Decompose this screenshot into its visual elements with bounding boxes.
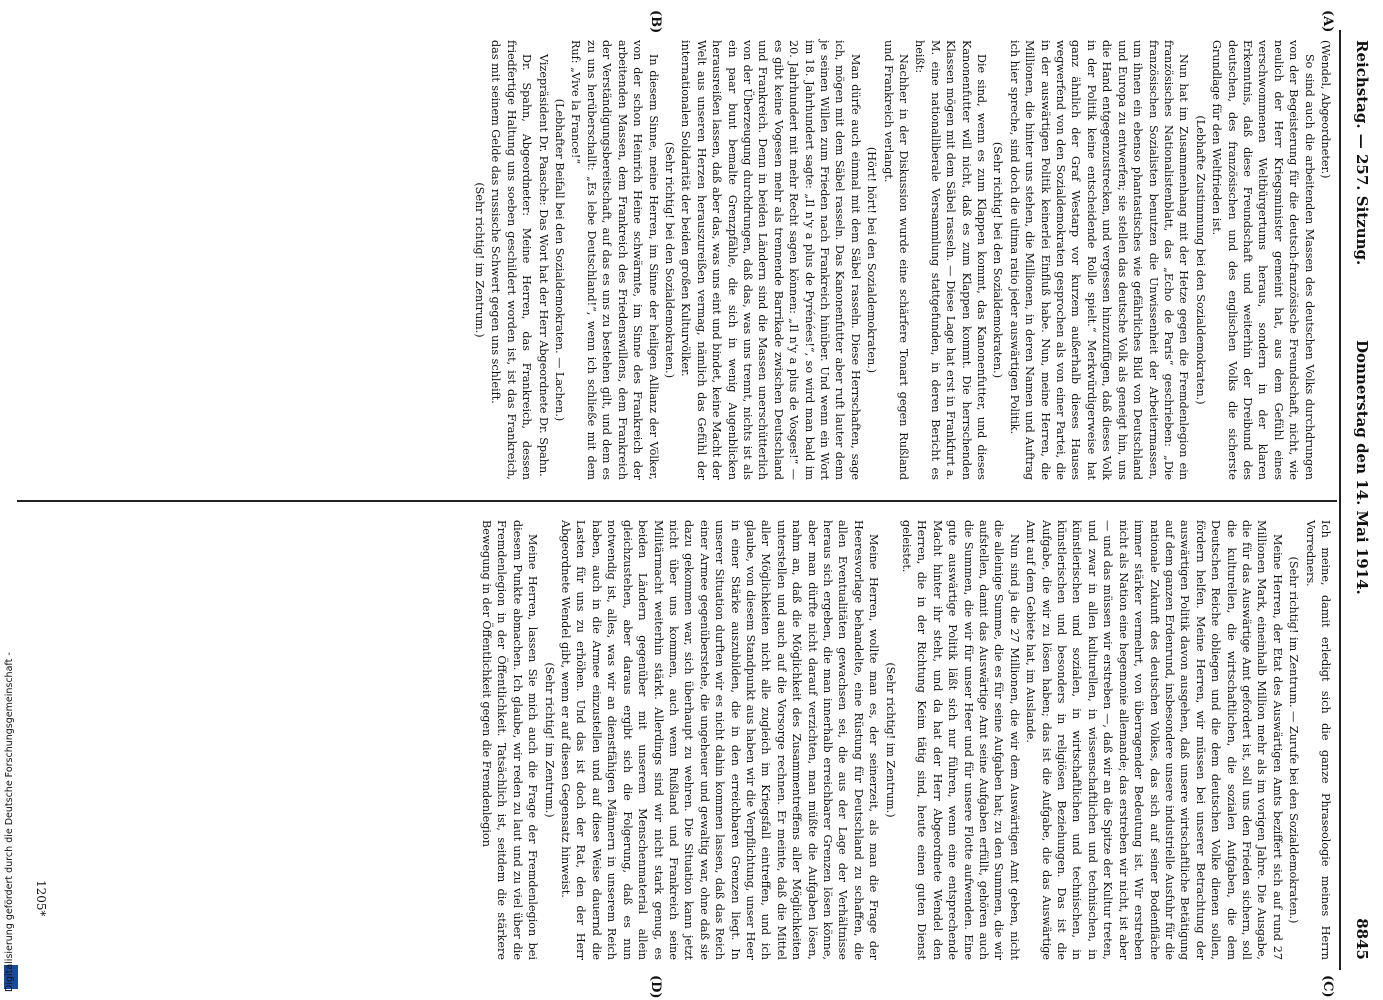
header-page-number: 8845 (1353, 918, 1371, 960)
paragraph: Meine Herren, der Etat des Auswärtigen Amts beziffert sich auf rund 27 Millionen Mark, eineinhalb Million mehr als im vorigen Jahre. Die Ausgabe, die für das Auswärtige Amt gefordert ist, soll uns den Frieden sichern, soll die kulturellen, die wirtschaftlichen, die sozialen Aufgaben, die dem Deutschen Reiche obliegen und die dem deutschen Volke dienen sollen, fördern helfen. Meine Herren, wir müssen bei unserer Betrachtung der auswärtigen Politik davon ausgehen, daß unsere wirtschaftliche Betätigung auf dem ganzen Erdenrund, insbesondere unsere industrielle Ausfuhr für die nationale Zukunft des deutschen Volkes, das sich auf seiner Bodenfläche immer stärker vermehrt, von überragender Bedeutung ist. Wir erstreben nicht als Nation eine hegemonie allemande; das erstreben wir nicht, ist aber — und das müssen wir erstreben —, daß wir an die Spitze der Kultur treten, und zwar in allen kulturellen, in wissenschaftlichen und technischen, in künstlerischen und sozialen, in wirtschaftlichen und technischen, in künstlerischen und besonders in religiösen Beziehungen. Das ist die Aufgabe, die wir zu lösen haben; das ist die Aufgabe, die das Auswärtige Amt auf dem Gebiete hat, im Auslande. (1024, 520, 1284, 960)
paragraph: In diesem Sinne, meine Herren, im Sinne der heiligen Allianz der Völker, von der schon Heinrich Heine schwärmte, im Sinne des Frankreich der arbeitenden Massen, dem Frankreich des Friedenswillens, dem Frankreich der Verständigungsbereitschaft, auf das es uns zu bestehen gilt, und dem es zu uns herüberschallt: „Es lebe Deutschland!“, wenn ich schließe mit dem Ruf: „Vive la France!“ (569, 40, 660, 480)
left-column (471, 40, 1333, 480)
paragraph: (Hört! hört! bei den Sozialdemokraten.) (865, 146, 879, 374)
paragraph: (Wendel, Abgeordneter.) (1319, 40, 1332, 179)
header-date: Donnerstag den 14. Mai 1914. (1353, 340, 1371, 595)
column-divider (17, 500, 1337, 502)
header-session: Reichstag. — 257. Sitzung. (1353, 40, 1371, 266)
paragraph: (Sehr richtig! im Zentrum. — Zurufe bei den Sozialdemokraten.) (1287, 556, 1301, 924)
paragraph: (Lebhafter Beifall bei den Sozialdemokraten. — Lachen.) (553, 98, 567, 422)
paragraph: (Sehr richtig! im Zentrum.) (542, 662, 556, 818)
marker-d: (D) (648, 975, 663, 999)
paragraph: Nun sind ja die 27 Millionen, die wir dem Auswärtigen Amt geben, nicht die alleinige Summe, die es für seine Aufgaben hat; zu den Summen, die wir aufstellen, damit das Auswärtige Amt seine Aufgaben erfüllt, gehören auch die Summen, die wir für unser Heer und für unsere Flotte aufwenden. Eine gute auswärtige Politik läßt sich nur führen, wenn eine entsprechende Macht hinter ihr steht, und da hat der Herr Abgeordnete Wendel den Herren, die in der Richtung Keim tätig sind, heute einen guten Dienst geleistet. (900, 520, 1021, 960)
paragraph: Nachher in der Diskussion wurde eine schärfere Tonart gegen Rußland und Frankreich verlangt. (881, 40, 911, 480)
paragraph: Meine Herren, lassen Sie mich auch die Frage der Fremdenlegion bei diesem Punkte abmachen. Ich glaube, wir reden zu laut und zu viel über die Fremdenlegion in der Öffentlichkeit. Tatsächlich ist, seitdem die stärkere Bewegung in der Öffentlichkeit gegen die Fremdenlegion (480, 520, 540, 960)
paragraph: Nun hat im Zusammenhang mit der Hetze gegen die Fremdenlegion ein französisches Nationalistenblatt, das „Echo de Paris“ geschrieben: „Die französischen Sozialisten benutzen die Unwissenheit der Arbeitermassen, um ihnen ein ebenso phantastisches wie gefährliches Bild von Deutschland und Europa zu entwerfen; sie stellen das deutsche Volk als geneigt hin, uns die Hand entgegenzustrecken, und vergessen hinzuzufügen, daß dieses Volk in der Politik keine entscheidende Rolle spielt.“ Merkwürdigerweise hat ganz ähnlich der Graf Westarp vor kurzem außerhalb dieses Hauses wegwerfend von den Sozialdemokraten gesprochen als von einer Partei, die in der auswärtigen Politik keinerlei Einfluß habe. Nun, meine Herren, die Millionen, die hinter uns stehen, die Millionen, in deren Namen und Auftrag ich hier spreche, sind doch die ultima ratio jeder auswärtigen Politik. (1007, 40, 1191, 480)
marker-b: (B) (648, 10, 663, 34)
paragraph: So sind auch die arbeitenden Massen des deutschen Volks durchdrungen von der Begeisterung für die deutsch-französische Freundschaft, nicht, wie neulich der Herr Kriegsminister gemeint hat, aus dem Gefühl eines verschwommenen Weltbürgertums heraus, sondern in der klaren Erkenntnis, daß diese Freundschaft und weiterhin der Dreibund des deutschen, des französischen und des englischen Volks die sicherste Grundlage für den Weltfrieden ist. (1210, 40, 1316, 480)
paragraph: (Sehr richtig! bei den Sozialdemokraten.) (991, 141, 1005, 379)
paragraph: (Lebhafte Zustimmung bei den Sozialdemokraten.) (1193, 115, 1207, 405)
paragraph: Meine Herren, wollte man es, der seinerzeit, als man die Frage der Heeresvorlage behandelte, eine Rüstung für Deutschland zu schaffen, die allen Eventualitäten gewachsen sei, die aus der Lage der Verhältnisse heraus sich ergeben, die man innerhalb erreichbarer Grenzen lösen könne, aber man dürfte nicht darauf verzichten, man müßte die Aufgaben lösen, nahm an, daß die Möglichkeit des Zusammentreffens aller Möglichkeiten unterstellen und auch auf die Vorsorge rechnen. Er meinte, daß die Mittel aller Möglichkeiten nicht alle zugleich im Kriegsfall eintreffen, und ich glaube, von diesem Standpunkt aus haben wir die Verpflichtung, unser Heer in einer Stärke auszubilden, die in den erreichbaren Grenzen liegt. In unserer Situation durften wir es nicht dahin kommen lassen, daß das Reich einer Armee gegenüberstehe, die ungeheuer und gewaltig war, ohne daß sie dazu gekommen war, sich überhaupt zu wehren. Die Situation kann jetzt nicht über uns kommen, auch wenn Rußland und Frankreich seine Militärmacht weiterhin stärkt. Allerdings sind wir nicht stark genug, es beiden Ländern gegenüber mit unserem Menschenmaterial allein gleichzustehen, aber daraus ergibt sich die Folgerung, daß es nun notwendig ist, alles, was wir an dienstfähigen Männern in unserem Reich haben, auch in die Armee einzustellen und auf diese Weise dauernd die Lasten für uns zu erhöhen. Und das ist doch der Rat, den der Herr Abgeordnete Wendel gibt, wenn er auf diesen Gegensatz hinweist. (559, 520, 881, 960)
paragraph: Ich meine, damit erledigt sich die ganze Phraseologie meines Herrn Vorredners. (1303, 520, 1332, 960)
paragraph: Die sind, wenn es zum Klappen kommt, das Kanonenfutter, und dieses Kanonenfutter will nicht, daß es zum Klappen kommt. Die herrschenden Klassen mögen mit dem Säbel rasseln. — Diese Lage hat erst in Frankfurt a. M. eine nationalliberale Versammlung stattgefunden, in deren Bericht es heißt: (913, 40, 989, 480)
paragraph: Dr. Spahn, Abgeordneter: Meine Herren, das Frankreich, dessen friedfertige Haltung uns soeben geschildert worden ist, ist das Frankreich, das mit seinem Gelde das russische Schwert gegen uns schleift. (489, 40, 534, 480)
paragraph: (Sehr richtig! im Zentrum.) (473, 182, 487, 338)
footer-signature: 1205* (34, 880, 48, 917)
header-rule (1339, 30, 1341, 970)
paragraph: Vizepräsident Dr. Paasche: Das Wort hat der Herr Abgeordnete Dr. Spahn. (536, 54, 550, 477)
digitization-note: Digitalisierung gefördert durch die Deutsche Forschungsgemeinschaft - (4, 652, 15, 992)
marker-c: (C) (1320, 975, 1335, 998)
marker-a: (A) (1320, 10, 1335, 33)
right-column (478, 520, 1333, 960)
page-header (1345, 40, 1371, 960)
paragraph: (Sehr richtig! im Zentrum.) (883, 662, 897, 818)
paragraph: Man dürfe auch einmal mit dem Säbel rasseln. Diese Herrschaften, sage ich, mögen mit dem Säbel rasseln. Das Kanonenfutter aber ruft lauter denn je seinen Willen zum Frieden nach Frankreich hinüber. Und wenn ein Wort im 18. Jahrhundert sagte: „Il n'y a plus de Pyrénées!“, so wird man bald im 20. Jahrhundert mit mehr Recht sagen können: „Il n'y a plus de Vosges!“ — es gibt keine Vogesen mehr als trennende Barrikade zwischen Deutschland und Frankreich. Denn in beiden Ländern sind die Massen unerschütterlich von der Überzeugung durchdrungen, daß das, was uns trennt, nichts ist als ein paar bunt bemalte Grenzpfähle, die sich in wenig Augenblicken herausreißen lassen, daß aber das, was uns eint und bindet, keine Macht der Welt aus unseren Herzen herauszureißen vermag, nämlich das Gefühl der internationalen Solidarität der beiden großen Kulturvölker. (679, 40, 862, 480)
paragraph: (Sehr richtig! bei den Sozialdemokraten.) (662, 141, 676, 379)
